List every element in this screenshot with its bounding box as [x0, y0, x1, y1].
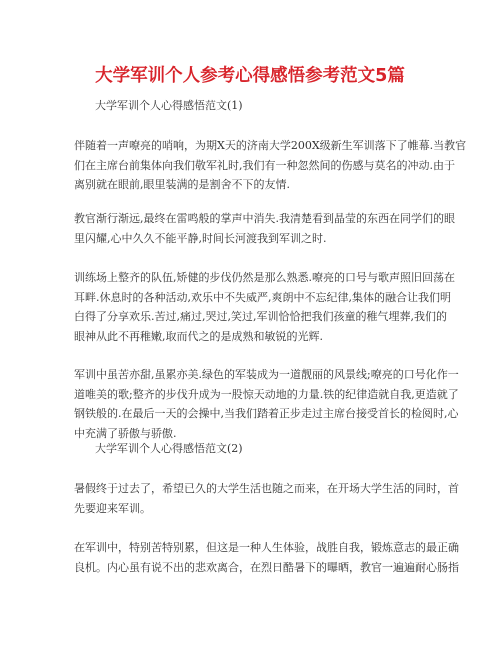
paragraph-line: 里闪耀,心中久久不能平静,时间长河渡我到军训之时.: [74, 231, 327, 245]
paragraph-line: 道唯美的歌;整齐的步伐升成为一股惊天动地的力量.铁的纪律造就自我,更造就了: [74, 387, 459, 401]
section-1-paragraph-2: [74, 209, 455, 248]
paragraph-line: 中充满了骄傲与骄傲.: [74, 426, 177, 440]
paragraph-line: 们在主席台前集体向我们敬军礼时,我们有一种忽然间的伤感与莫名的冲动.由于: [74, 158, 455, 172]
paragraph-line: 教官渐行渐远,最终在雷鸣般的掌声中消失.我清楚看到晶莹的东西在同学们的眼: [74, 212, 455, 225]
section-2-paragraph-2: [74, 538, 459, 577]
paragraph-line: 耳畔.休息时的各种活动,欢乐中不失威严,爽朗中不忘纪律,集体的融合让我们明: [74, 290, 451, 304]
paragraph-line: 钢铁般的.在最后一天的会操中,当我们踏着正步走过主席台接受首长的检阅时,心: [74, 407, 459, 420]
paragraph-line: 在军训中，特别苦特别累，但这是一种人生体验，战胜自我，锻炼意志的最正确: [74, 541, 459, 554]
section-1-heading: 大学军训个人心得感悟范文(1): [95, 99, 243, 112]
paragraph-line: 白得了分享欢乐.苦过,痛过,哭过,笑过,军训恰恰把我们孩童的稚气埋葬,我们的: [74, 310, 447, 323]
paragraph-line: 暑假终于过去了，希望已久的大学生活也随之而来，在开场大学生活的同时，首: [74, 482, 459, 495]
document-title: 大学军训个人参考心得感悟参考范文5篇: [95, 66, 405, 86]
section-1-paragraph-4: [74, 365, 459, 443]
paragraph-line: 离别就在眼前,眼里装满的是割舍不下的友情.: [74, 178, 290, 191]
paragraph-line: 先要迎来军训。: [74, 501, 151, 515]
section-2-heading: 大学军训个人心得感悟范文(2): [95, 442, 243, 455]
section-1-paragraph-3: [74, 268, 455, 346]
paragraph-line: 军训中虽苦亦甜,虽累亦美.绿色的军装成为一道靓丽的风景线;嘹亮的口号化作一: [74, 368, 459, 381]
paragraph-line: 伴随着一声嘹亮的哨响，为期X天的济南大学200X级新生军训落下了帷幕.当教官: [74, 139, 467, 152]
paragraph-line: 良机。内心虽有说不出的悲欢离合，在烈日酷暑下的曝晒，教官一遍遍耐心肠指: [74, 560, 459, 574]
paragraph-line: 训练场上整齐的队伍,矫健的步伐仍然是那么熟悉.嘹亮的口号与歌声照旧回荡在: [74, 271, 455, 284]
paragraph-line: 眼神从此不再稚嫩,取而代之的是成熟和敏锐的光辉.: [74, 329, 323, 343]
section-2-paragraph-1: [74, 479, 459, 518]
section-1-paragraph-1: [74, 136, 467, 195]
